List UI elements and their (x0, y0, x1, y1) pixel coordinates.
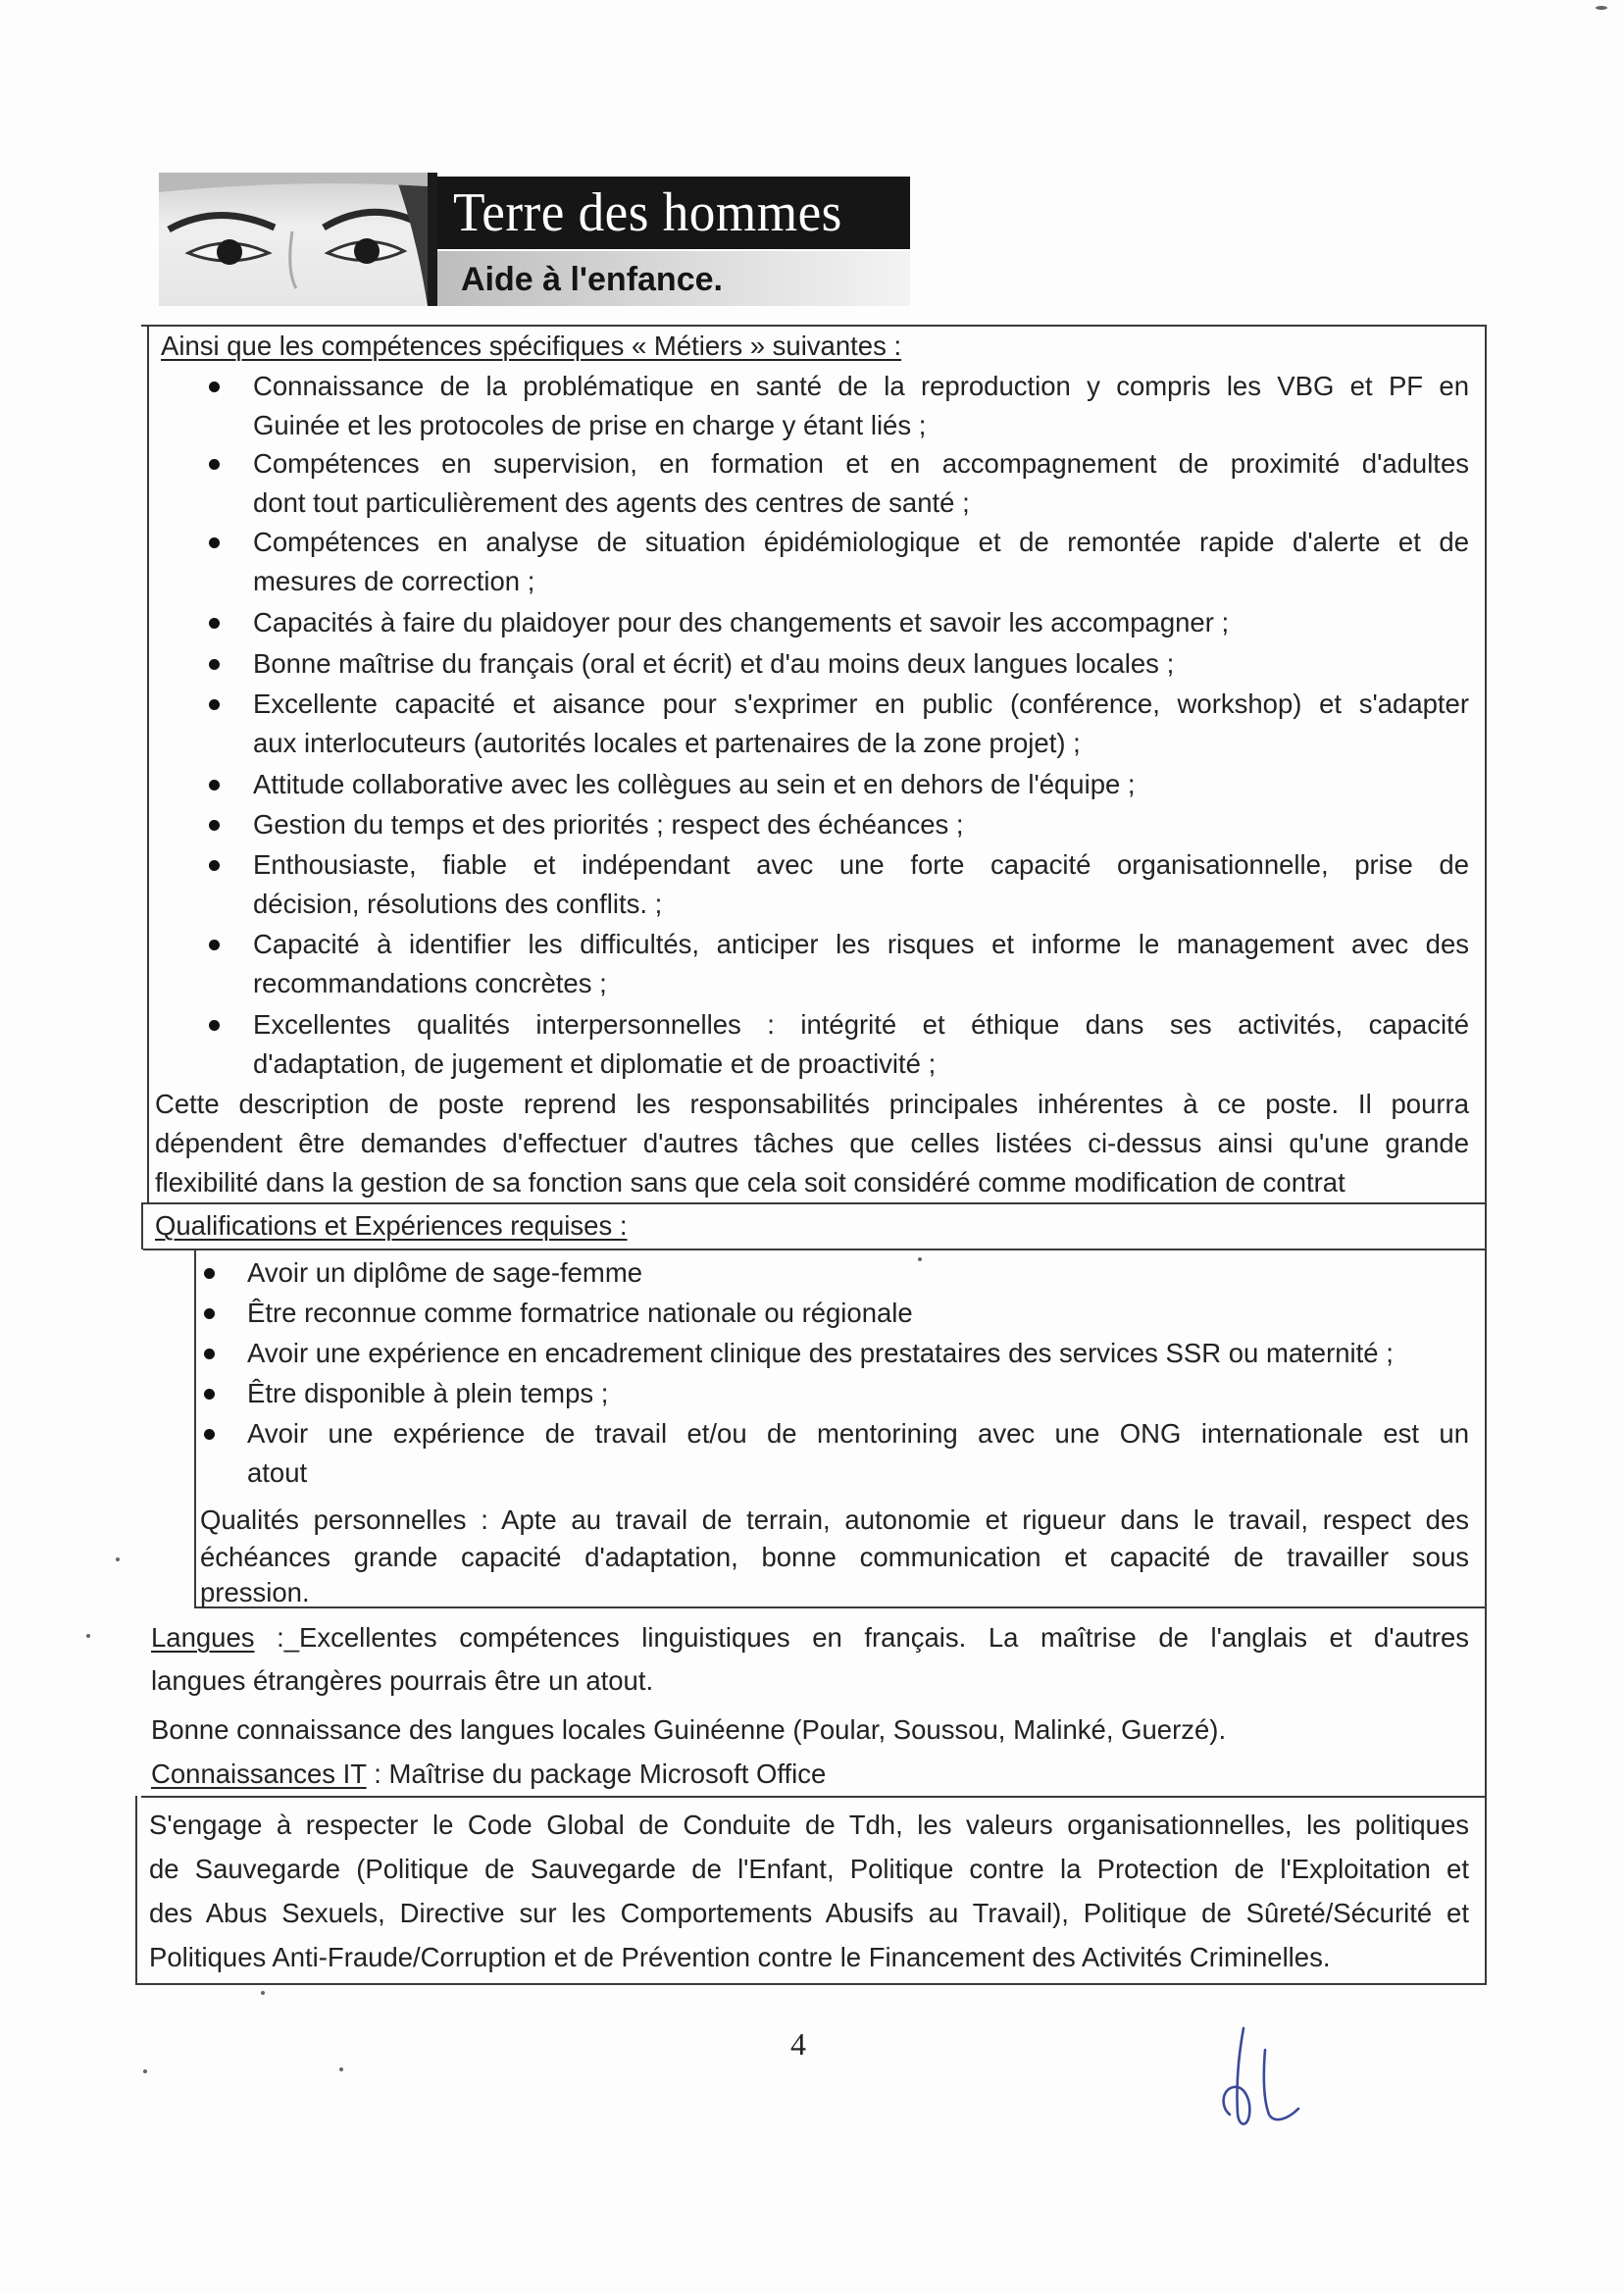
list-item-line: Avoir un diplôme de sage-femme (247, 1257, 643, 1288)
bullet-icon (209, 459, 220, 470)
list-item-line: Excellentes qualités interpersonnelles : intégrité et éthique dans ses activités, capacité (253, 1009, 1469, 1040)
commitment-line: de Sauvegarde (Politique de Sauvegarde de l'Enfant, Politique contre la Protection de l'Exploitation et (149, 1854, 1469, 1884)
table-border-bottom (135, 1983, 1487, 1985)
list-item-line: dont tout particulièrement des agents des centres de santé ; (253, 487, 970, 518)
bullet-icon (204, 1389, 215, 1400)
qualifications-inner-bottom (194, 1606, 1487, 1608)
row-divider-commitment-top (141, 1796, 1487, 1798)
terre-des-hommes-logo (159, 173, 910, 306)
scan-speck (918, 1257, 922, 1261)
table-border-left-upper (147, 325, 149, 1203)
bullet-icon (209, 860, 220, 871)
scan-speck (261, 1991, 265, 1995)
personal-qualities-line: pression. (200, 1577, 310, 1607)
personal-qualities-line: échéances grande capacité d'adaptation, bonne communication et capacité de travailler sous (200, 1542, 1469, 1572)
languages-line: Bonne connaissance des langues locales Guinéenne (Poular, Soussou, Malinké, Guerzé). (151, 1714, 1227, 1745)
logo-title: Terre des hommes (453, 182, 842, 243)
row-divider-qualifications-bottom (143, 1249, 1487, 1250)
it-skills-line: Connaissances IT : Maîtrise du package Microsoft Office (151, 1759, 827, 1789)
list-item-line: mesures de correction ; (253, 566, 535, 596)
scan-speck (86, 1634, 90, 1638)
list-item-line: Avoir une expérience de travail et/ou de mentorining avec une ONG internationale est un (247, 1418, 1469, 1449)
bullet-icon (209, 780, 220, 790)
languages-line: langues étrangères pourrais être un atout. (151, 1665, 654, 1696)
bullet-icon (204, 1349, 215, 1359)
list-item-line: Connaissance de la problématique en santé de la reproduction y compris les VBG et PF en (253, 371, 1469, 401)
scan-speck (116, 1557, 120, 1561)
list-item-line: Capacités à faire du plaidoyer pour des changements et savoir les accompagner ; (253, 607, 1230, 637)
list-item-line: atout (247, 1457, 308, 1488)
table-border-right (1485, 325, 1487, 1984)
bullet-icon (204, 1429, 215, 1440)
list-item-line: Attitude collaborative avec les collègues au sein et en dehors de l'équipe ; (253, 769, 1136, 799)
list-item-line: Gestion du temps et des priorités ; respect des échéances ; (253, 809, 964, 840)
it-skills-label: Connaissances IT (151, 1759, 367, 1789)
list-item-line: Être disponible à plein temps ; (247, 1378, 609, 1408)
bullet-icon (204, 1308, 215, 1319)
scan-speck (143, 2069, 147, 2073)
page-number: 4 (790, 2026, 806, 2062)
bullet-icon (204, 1268, 215, 1279)
list-item-line: Compétences en supervision, en formation et en accompagnement de proximité d'adultes (253, 448, 1469, 479)
qualifications-inner-left (194, 1249, 196, 1607)
table-border-left-heading (141, 1202, 143, 1249)
list-item-line: Compétences en analyse de situation épidémiologique et de remontée rapide d'alerte et de (253, 527, 1469, 557)
list-item-line: Excellente capacité et aisance pour s'exprimer en public (conférence, workshop) et s'adapter (253, 688, 1469, 719)
bullet-icon (209, 659, 220, 670)
scan-speck (339, 2067, 343, 2071)
eyes-photo (159, 173, 428, 306)
list-item-line: décision, résolutions des conflits. ; (253, 889, 663, 919)
list-item-line: Enthousiaste, fiable et indépendant avec une forte capacité organisationnelle, prise de (253, 849, 1469, 880)
logo-tagline-box (437, 251, 910, 306)
bullet-icon (209, 820, 220, 831)
languages-label: Langues (151, 1622, 255, 1653)
table-border-left-lower (135, 1796, 137, 1985)
skills-heading: Ainsi que les compétences spécifiques « Métiers » suivantes : (161, 331, 902, 361)
bullet-icon (209, 537, 220, 548)
personal-qualities-line: Qualités personnelles : Apte au travail de terrain, autonomie et rigueur dans le travail, respect des (200, 1504, 1469, 1535)
paragraph-line: dépendent être demandes d'effectuer d'autres tâches que celles listées ci-dessus ainsi qu'une grande (155, 1128, 1469, 1158)
list-item-line: Avoir une expérience en encadrement clinique des prestataires des services SSR ou maternité ; (247, 1338, 1394, 1368)
list-item-line: Guinée et les protocoles de prise en charge y étant liés ; (253, 410, 927, 440)
scan-speck (1596, 6, 1607, 10)
logo-tagline: Aide à l'enfance. (461, 261, 723, 298)
row-divider-qualifications-top (143, 1202, 1487, 1204)
bullet-icon (209, 1020, 220, 1031)
list-item-line: Capacité à identifier les difficultés, anticiper les risques et informe le management avec des (253, 929, 1469, 959)
commitment-line: Politiques Anti-Fraude/Corruption et de Prévention contre le Financement des Activités Criminelles. (149, 1942, 1331, 1972)
paragraph-line: flexibilité dans la gestion de sa fonction sans que cela soit considéré comme modification de contrat (155, 1167, 1345, 1198)
languages-line: Langues :_Excellentes compétences linguistiques en français. La maîtrise de l'anglais et d'autres (151, 1622, 1469, 1653)
logo-title-box (437, 177, 910, 249)
list-item-line: Être reconnue comme formatrice nationale ou régionale (247, 1298, 913, 1328)
list-item-line: recommandations concrètes ; (253, 968, 607, 998)
paragraph-line: Cette description de poste reprend les responsabilités principales inhérentes à ce poste. Il pourra (155, 1089, 1469, 1119)
qualifications-heading: Qualifications et Expériences requises : (155, 1210, 628, 1241)
handwritten-initials (1214, 2020, 1322, 2138)
list-item-line: aux interlocuteurs (autorités locales et partenaires de la zone projet) ; (253, 728, 1081, 758)
list-item-line: d'adaptation, de jugement et diplomatie et de proactivité ; (253, 1048, 937, 1079)
list-item-line: Bonne maîtrise du français (oral et écrit) et d'au moins deux langues locales ; (253, 648, 1175, 679)
commitment-line: des Abus Sexuels, Directive sur les Comportements Abusifs au Travail), Politique de Sûreté/Sécurité et (149, 1898, 1469, 1928)
bullet-icon (209, 382, 220, 392)
bullet-icon (209, 940, 220, 950)
bullet-icon (209, 618, 220, 629)
personal-qualities-label: Qualités personnelles (200, 1504, 467, 1535)
logo-divider (428, 173, 437, 306)
bullet-icon (209, 699, 220, 710)
commitment-line: S'engage à respecter le Code Global de Conduite de Tdh, les valeurs organisationnelles, les politiques (149, 1810, 1469, 1840)
